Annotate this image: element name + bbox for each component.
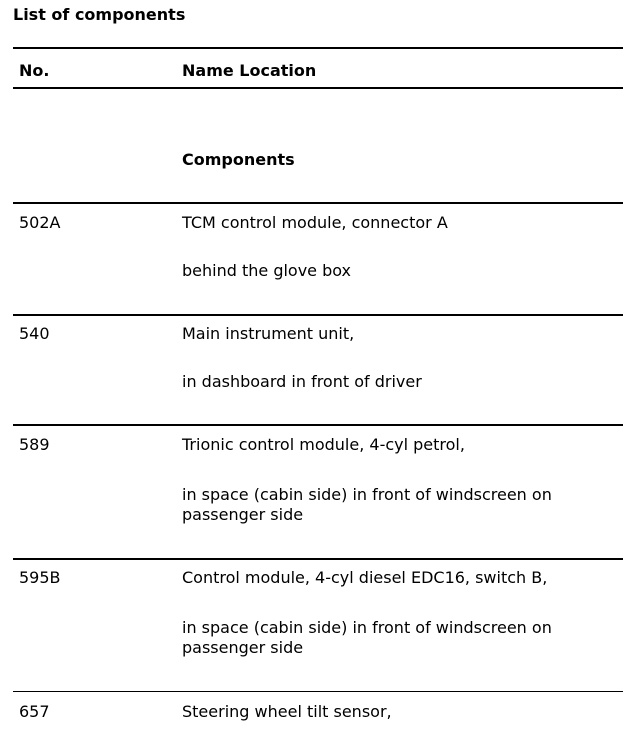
row-rule [13, 314, 623, 316]
component-name: TCM control module, connector A [182, 213, 448, 232]
component-name: Trionic control module, 4-cyl petrol, [182, 435, 465, 454]
table-top-rule [13, 47, 623, 49]
row-rule [13, 558, 623, 560]
section-label: Components [182, 150, 295, 169]
component-name: Main instrument unit, [182, 324, 355, 343]
component-name: Steering wheel tilt sensor, [182, 702, 392, 721]
component-number: 657 [19, 702, 50, 721]
component-name: Control module, 4-cyl diesel EDC16, switch B, [182, 568, 548, 587]
header-name-location: Name Location [182, 61, 317, 80]
page-title: List of components [13, 5, 186, 24]
row-rule [13, 202, 623, 204]
header-no: No. [19, 61, 50, 80]
component-location: in space (cabin side) in front of windscreen on passenger side [182, 618, 552, 657]
component-location: in dashboard in front of driver [182, 372, 422, 391]
component-number: 540 [19, 324, 50, 343]
component-number: 595B [19, 568, 61, 587]
component-location: in space (cabin side) in front of windscreen on passenger side [182, 485, 552, 524]
component-location: behind the glove box [182, 261, 352, 280]
component-number: 502A [19, 213, 61, 232]
component-number: 589 [19, 435, 50, 454]
header-bottom-rule [13, 87, 623, 89]
row-rule [13, 424, 623, 426]
row-rule [13, 691, 623, 692]
